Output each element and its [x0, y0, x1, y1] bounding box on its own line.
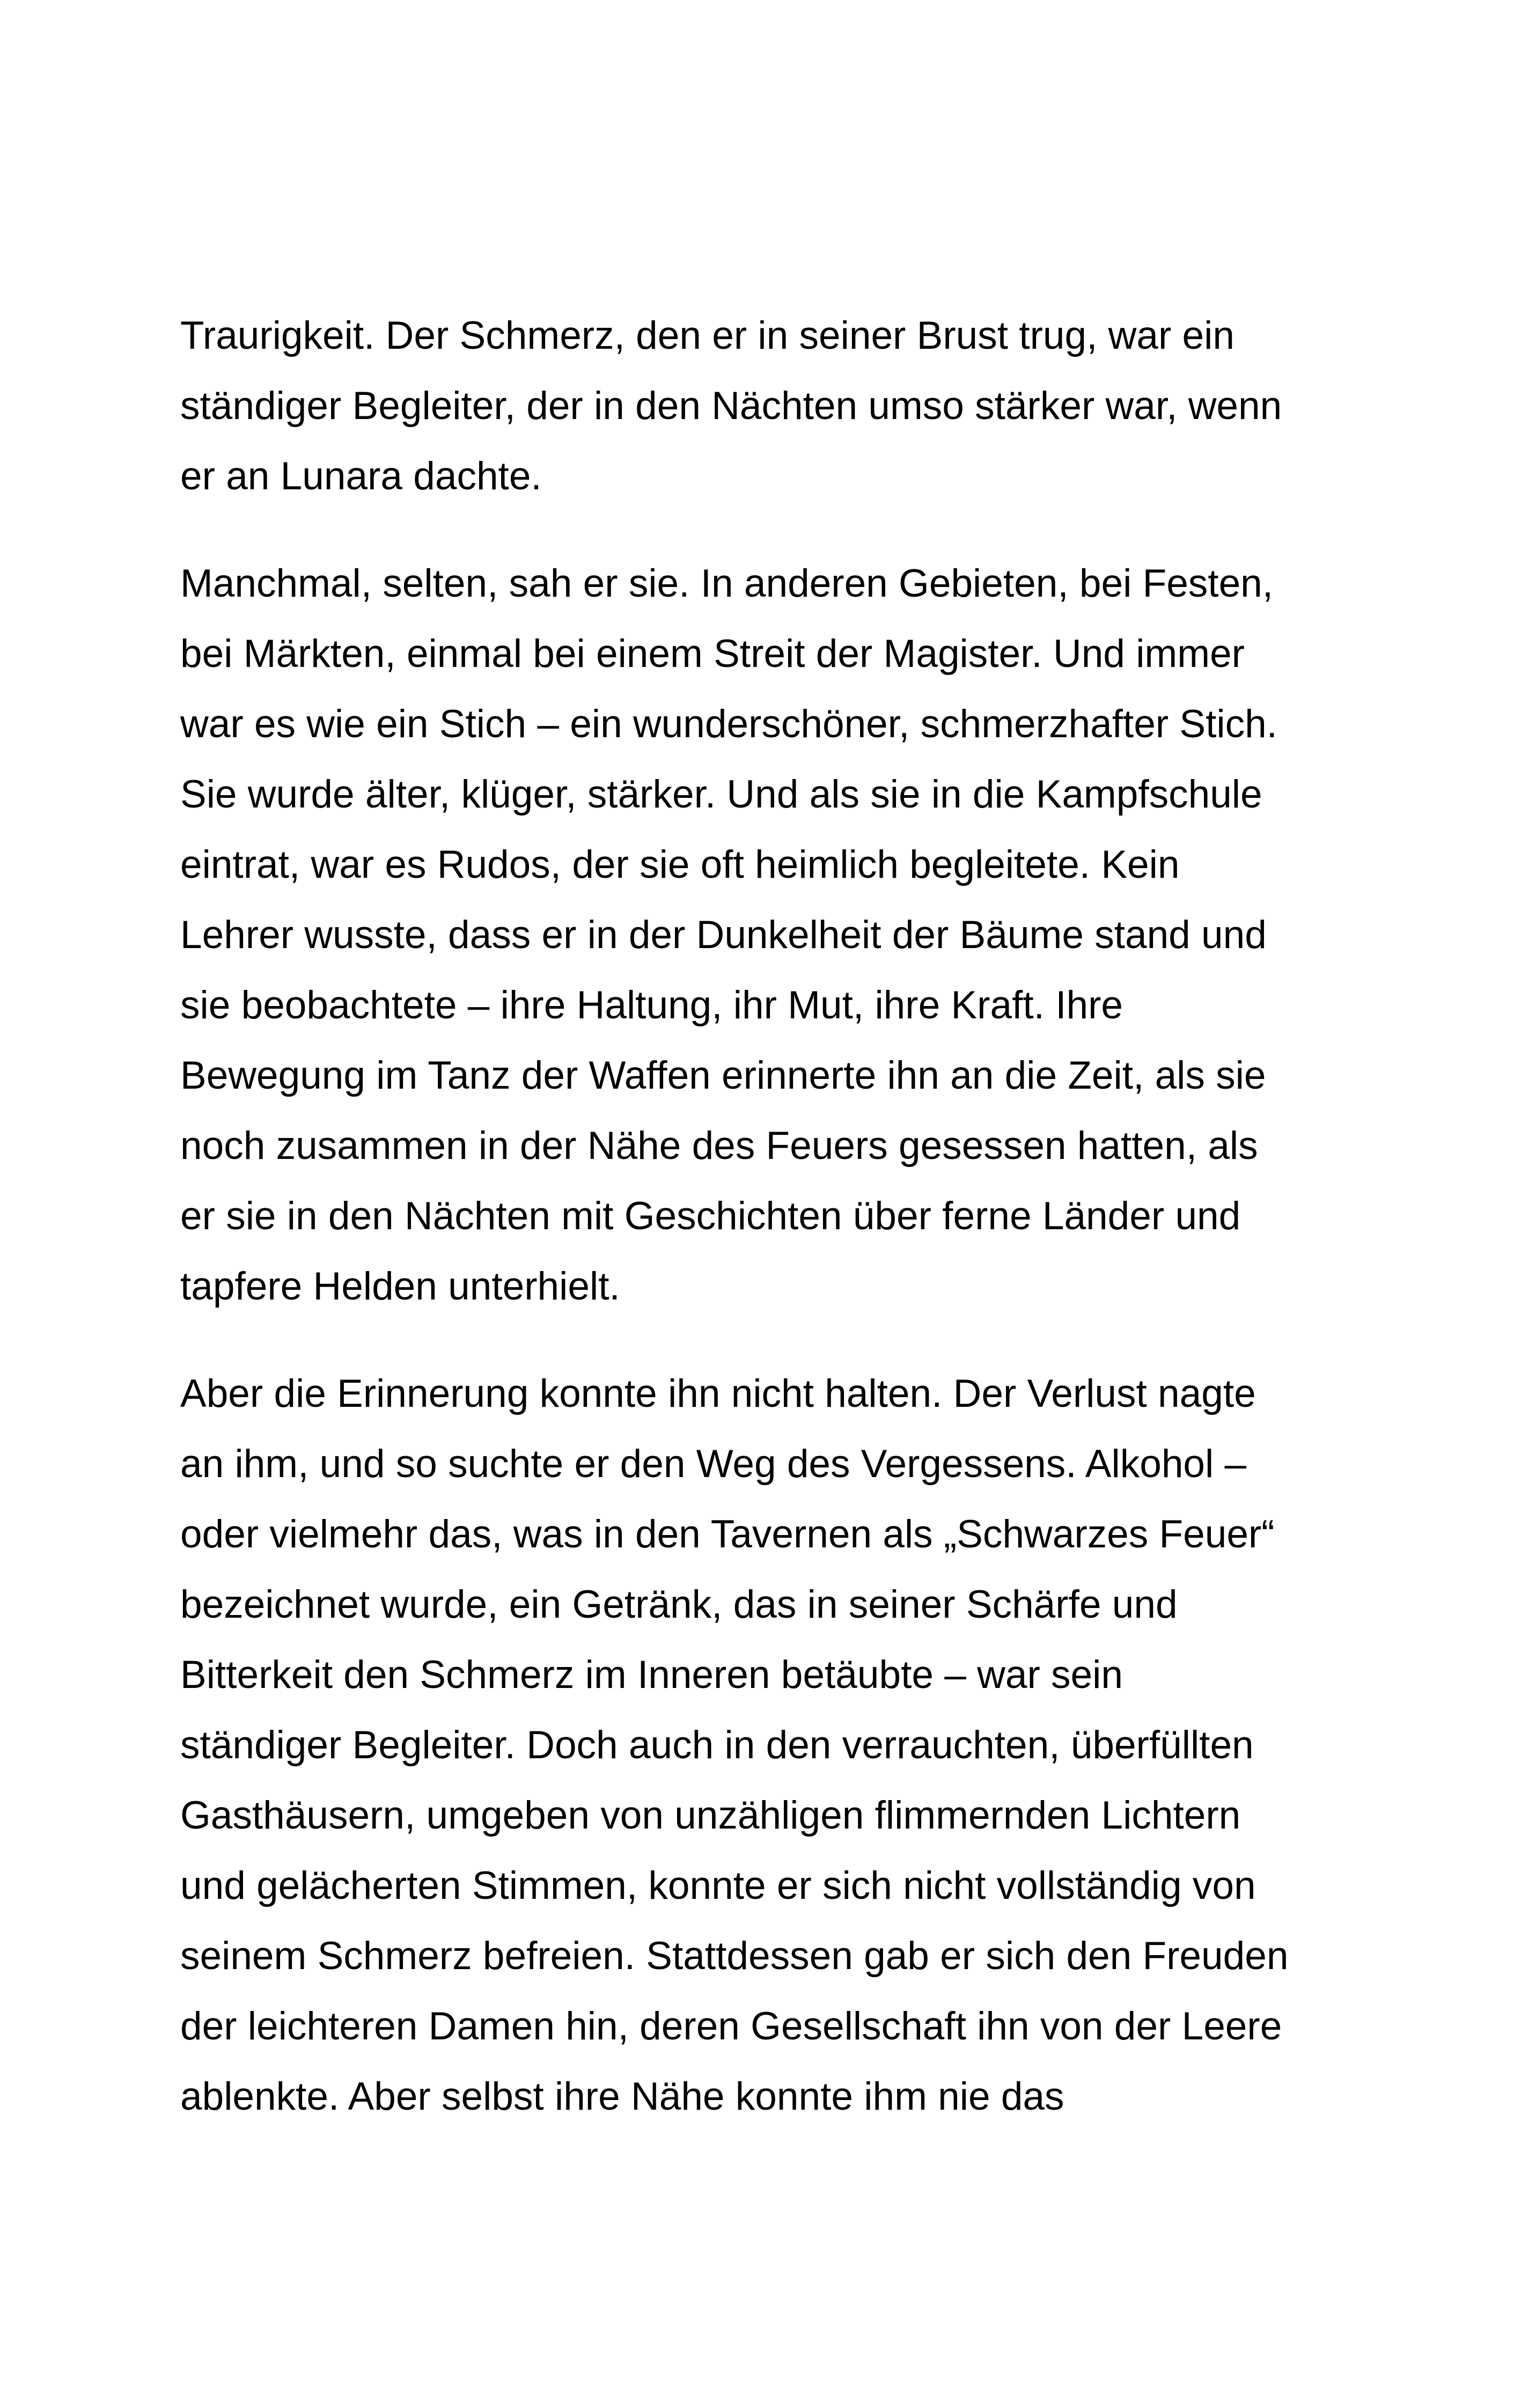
text-line: ständiger Begleiter. Doch auch in den verrauchten, überfüllten — [180, 1723, 1254, 1767]
text-line: war es wie ein Stich – ein wunderschöner, schmerzhafter Stich. — [180, 702, 1277, 746]
text-line: sie beobachtete – ihre Haltung, ihr Mut, ihre Kraft. Ihre — [180, 983, 1123, 1027]
text-line: Aber die Erinnerung konnte ihn nicht halten. Der Verlust nagte — [180, 1372, 1256, 1415]
text-line: ständiger Begleiter, der in den Nächten umso stärker war, wenn — [180, 384, 1282, 428]
paragraph-gap — [180, 1322, 1350, 1359]
text-line: bei Märkten, einmal bei einem Streit der Magister. Und immer — [180, 632, 1245, 676]
text-line: tapfere Helden unterhielt. — [180, 1265, 620, 1308]
text-line: Bitterkeit den Schmerz im Inneren betäubte – war sein — [180, 1653, 1123, 1697]
text-line: bezeichnet wurde, ein Getränk, das in seiner Schärfe und — [180, 1583, 1178, 1626]
paragraph-1 — [180, 300, 1350, 511]
text-line: Gasthäusern, umgeben von unzähligen flimmernden Lichtern — [180, 1794, 1241, 1837]
text-line: er sie in den Nächten mit Geschichten über ferne Länder und — [180, 1194, 1241, 1238]
paragraph-gap — [180, 511, 1350, 548]
text-line: Sie wurde älter, klüger, stärker. Und als sie in die Kampfschule — [180, 773, 1262, 816]
text-line: und gelächerten Stimmen, konnte er sich nicht vollständig von — [180, 1864, 1256, 1907]
text-line: Manchmal, selten, sah er sie. In anderen Gebieten, bei Festen, — [180, 562, 1274, 605]
paragraph-2 — [180, 548, 1350, 1322]
text-line: Bewegung im Tanz der Waffen erinnerte ihn an die Zeit, als sie — [180, 1054, 1266, 1097]
text-line: Traurigkeit. Der Schmerz, den er in seiner Brust trug, war ein — [180, 314, 1235, 357]
text-line: oder vielmehr das, was in den Tavernen als „Schwarzes Feuer“ — [180, 1513, 1275, 1556]
text-line: ablenkte. Aber selbst ihre Nähe konnte ihm nie das — [180, 2075, 1064, 2118]
text-line: an ihm, und so suchte er den Weg des Vergessens. Alkohol – — [180, 1442, 1247, 1486]
body-text — [180, 300, 1350, 2132]
text-line: eintrat, war es Rudos, der sie oft heimlich begleitete. Kein — [180, 843, 1180, 886]
text-line: er an Lunara dachte. — [180, 454, 542, 498]
text-line: der leichteren Damen hin, deren Gesellschaft ihn von der Leere — [180, 2005, 1282, 2048]
text-line: noch zusammen in der Nähe des Feuers gesessen hatten, als — [180, 1124, 1258, 1168]
paragraph-3 — [180, 1359, 1350, 2132]
text-line: Lehrer wusste, dass er in der Dunkelheit der Bäume stand und — [180, 913, 1267, 957]
text-line: seinem Schmerz befreien. Stattdessen gab er sich den Freuden — [180, 1934, 1289, 1978]
